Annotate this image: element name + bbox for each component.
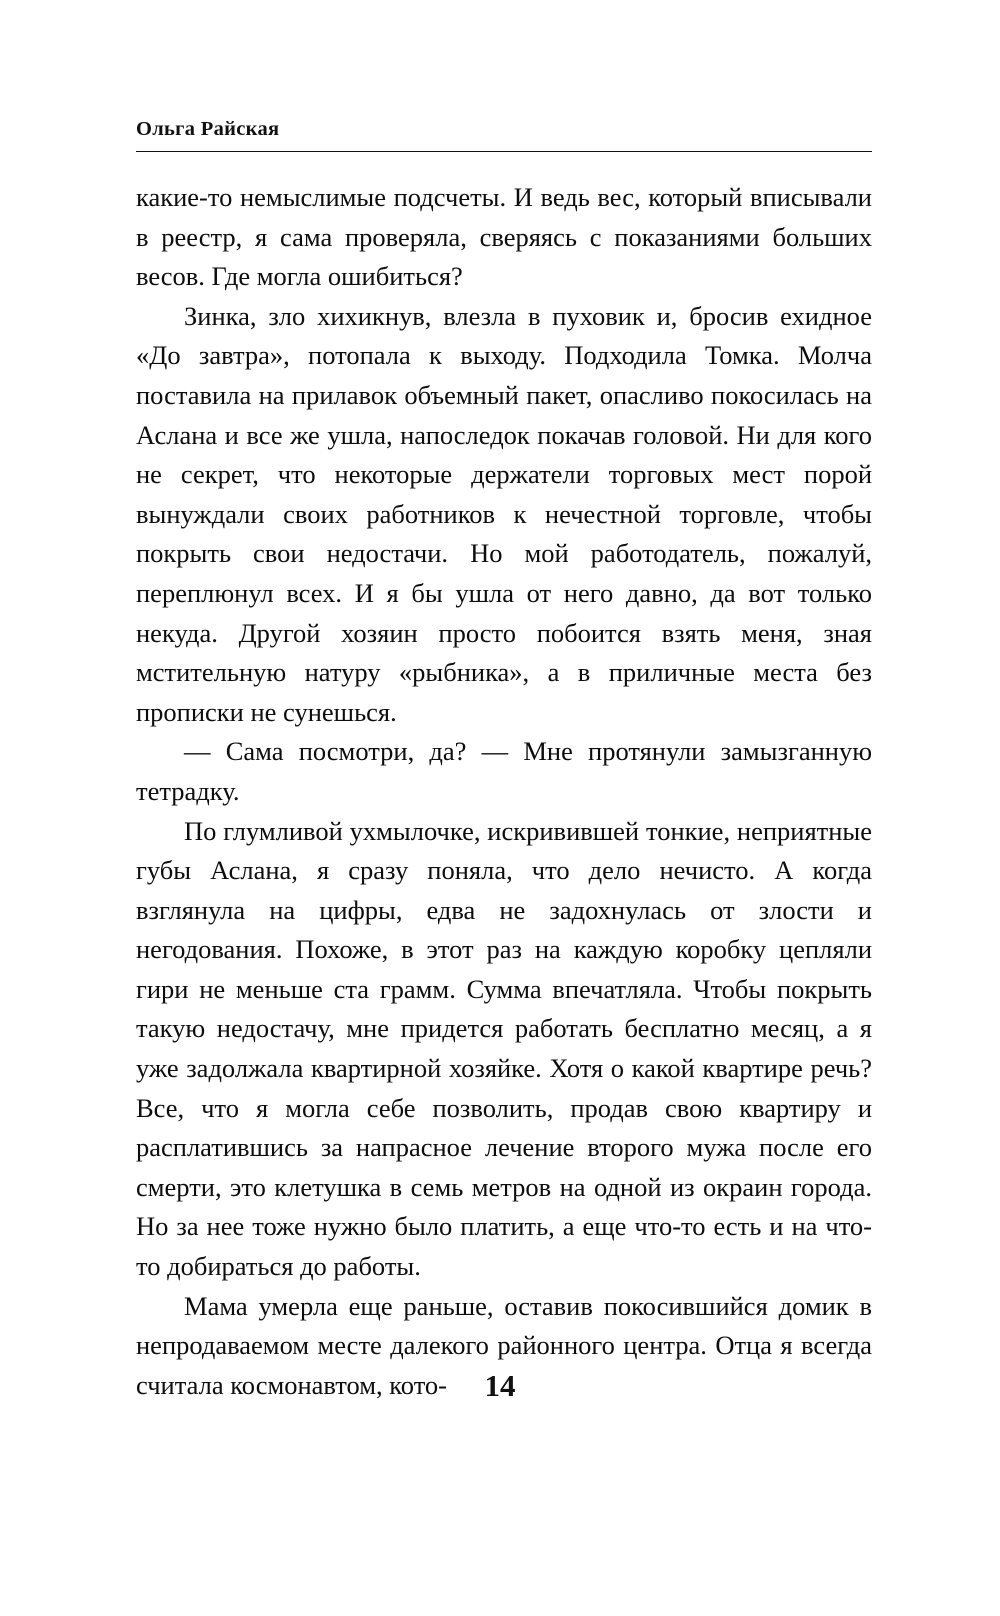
header-divider — [136, 151, 872, 152]
paragraph: По глумливой ухмылочке, искривившей тонкие, неприятные губы Аслана, я сразу поняла, что дело нечисто. А когда взглянула на цифры, едва не задохнулась от злости и негодования. Похоже, в этот раз на каждую коробку цепляли гири не меньше ста грамм. Сумма впечатляла. Чтобы покрыть такую недостачу, мне придется работать бесплатно месяц, а я уже задолжала квартирной хозяйке. Хотя о какой квартире речь? Все, что я могла себе позволить, продав свою квартиру и расплатившись за напрасное лечение второго мужа после его смерти, это клетушка в семь метров на одной из окраин города. Но за нее тоже нужно было платить, а еще что-то есть и на что-то добираться до работы. — [136, 815, 872, 1282]
page-content — [136, 118, 872, 1405]
paragraph: Мама умерла еще раньше, оставив покосившийся домик в непродаваемом месте далекого районного центра. Отца я всегда считала космонавтом, кото- — [136, 1290, 872, 1400]
running-head-author: Ольга Райская — [136, 118, 280, 140]
paragraph: — Сама посмотри, да? — Мне протянули замызганную тетрадку. — [136, 736, 872, 806]
page-number: 14 — [484, 1368, 516, 1403]
paragraph: какие-то немыслимые подсчеты. И ведь вес, который вписывали в реестр, я сама проверяла, сверяясь с показаниями больших весов. Где могла ошибиться? — [136, 182, 872, 292]
body-text — [136, 178, 872, 1405]
paragraph: Зинка, зло хихикнув, влезла в пуховик и, бросив ехидное «До завтра», потопала к выходу. Подходила Томка. Молча поставила на прилавок объемный пакет, опасливо покосилась на Аслана и все же ушла, напоследок покачав головой. Ни для кого не секрет, что некоторые держатели торговых мест порой вынуждали своих работников к нечестной торговле, чтобы покрыть свои недостачи. Но мой работодатель, пожалуй, переплюнул всех. И я бы ушла от него давно, да вот только некуда. Другой хозяин просто побоится взять меня, зная мстительную натуру «рыбника», а в приличные места без прописки не сунешься. — [136, 300, 872, 727]
